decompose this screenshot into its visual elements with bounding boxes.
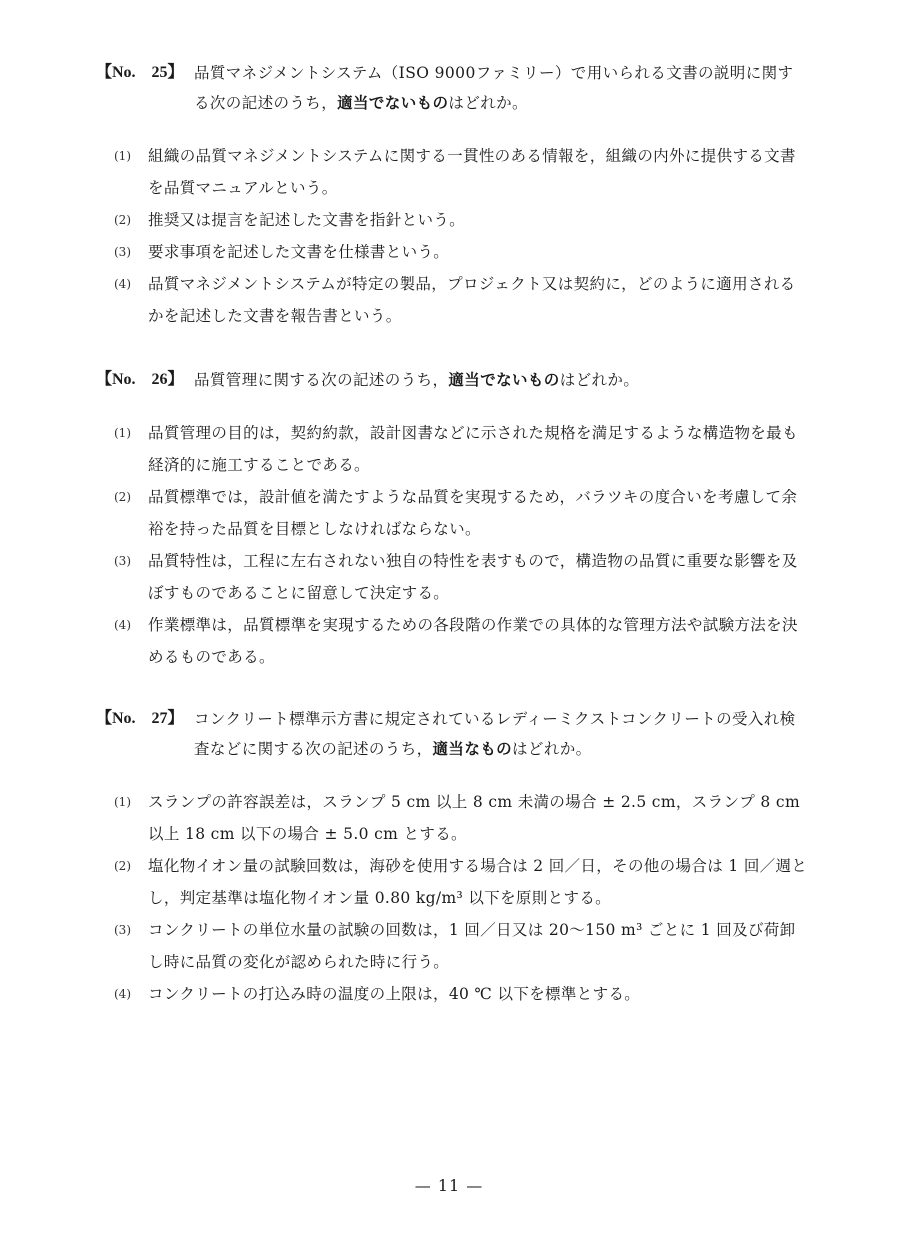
option-label: (2) — [114, 213, 131, 227]
option-label: (3) — [114, 245, 131, 259]
question-header — [96, 704, 808, 764]
option-label: (3) — [114, 554, 131, 568]
option-text: 要求事項を記述した文書を仕様書という。 — [148, 243, 450, 261]
option-label: (1) — [114, 795, 131, 809]
option-3 — [96, 236, 808, 268]
page-number: — 11 — — [414, 1176, 484, 1195]
option-2 — [96, 850, 808, 914]
option-label: (2) — [114, 490, 131, 504]
option-1 — [96, 786, 808, 850]
options-list — [96, 417, 808, 673]
option-text: 品質特性は，工程に左右されない独自の特性を表すもので，構造物の品質に重要な影響を及ぼすものであることに留意して決定する。 — [148, 552, 798, 602]
option-label: (4) — [114, 277, 131, 291]
option-label: (4) — [114, 987, 131, 1001]
options-list — [96, 786, 808, 1010]
option-text: 品質標準では，設計値を満たすような品質を実現するため，バラツキの度合いを考慮して余裕を持った品質を目標としなければならない。 — [148, 488, 798, 538]
question-number: 【No. 27】 — [96, 710, 184, 727]
option-3 — [96, 545, 808, 609]
option-label: (3) — [114, 923, 131, 937]
question-header — [96, 58, 808, 118]
option-1 — [96, 140, 808, 204]
option-label: (4) — [114, 618, 131, 632]
question-header — [96, 365, 808, 395]
emphasis-text: 適当でないもの — [337, 94, 449, 112]
option-4 — [96, 268, 808, 332]
question-25 — [96, 58, 808, 332]
question-26 — [96, 365, 808, 673]
option-text: 品質マネジメントシステムが特定の製品，プロジェクト又は契約に，どのように適用されるかを記述した文書を報告書という。 — [148, 275, 796, 325]
emphasis-text: 適当なもの — [432, 740, 513, 758]
option-label: (1) — [114, 149, 131, 163]
question-stem: 品質マネジメントシステム（ISO 9000ファミリー）で用いられる文書の説明に関する次の記述のうち，適当でないものはどれか。 — [194, 64, 794, 112]
option-3 — [96, 914, 808, 978]
option-text: 品質管理の目的は，契約約款，設計図書などに示された規格を満足するような構造物を最も経済的に施工することである。 — [148, 424, 798, 474]
option-text: スランプの許容誤差は，スランプ 5 cm 以上 8 cm 未満の場合 ± 2.5 cm，スランプ 8 cm 以上 18 cm 以下の場合 ± 5.0 cm とする。 — [148, 793, 800, 843]
question-stem: コンクリート標準示方書に規定されているレディーミクストコンクリートの受入れ検査などに関する次の記述のうち，適当なものはどれか。 — [194, 710, 796, 758]
option-2 — [96, 481, 808, 545]
question-27 — [96, 704, 808, 1010]
option-text: 推奨又は提言を記述した文書を指針という。 — [148, 211, 466, 229]
option-label: (2) — [114, 859, 131, 873]
option-label: (1) — [114, 426, 131, 440]
option-2 — [96, 204, 808, 236]
option-4 — [96, 978, 808, 1010]
option-1 — [96, 417, 808, 481]
question-number: 【No. 26】 — [96, 371, 184, 388]
option-text: コンクリートの単位水量の試験の回数は，1 回／日又は 20〜150 m³ ごとに 1 回及び荷卸し時に品質の変化が認められた時に行う。 — [148, 921, 796, 971]
option-text: 塩化物イオン量の試験回数は，海砂を使用する場合は 2 回／日，その他の場合は 1 回／週とし，判定基準は塩化物イオン量 0.80 kg/m³ 以下を原則とする。 — [148, 857, 808, 907]
options-list — [96, 140, 808, 332]
option-text: コンクリートの打込み時の温度の上限は，40 ℃ 以下を標準とする。 — [148, 985, 641, 1003]
emphasis-text: 適当でないもの — [448, 371, 560, 389]
question-stem: 品質管理に関する次の記述のうち，適当でないものはどれか。 — [194, 371, 640, 389]
question-number: 【No. 25】 — [96, 64, 184, 81]
option-4 — [96, 609, 808, 673]
option-text: 組織の品質マネジメントシステムに関する一貫性のある情報を，組織の内外に提供する文書を品質マニュアルという。 — [148, 147, 796, 197]
option-text: 作業標準は，品質標準を実現するための各段階の作業での具体的な管理方法や試験方法を決めるものである。 — [148, 616, 798, 666]
